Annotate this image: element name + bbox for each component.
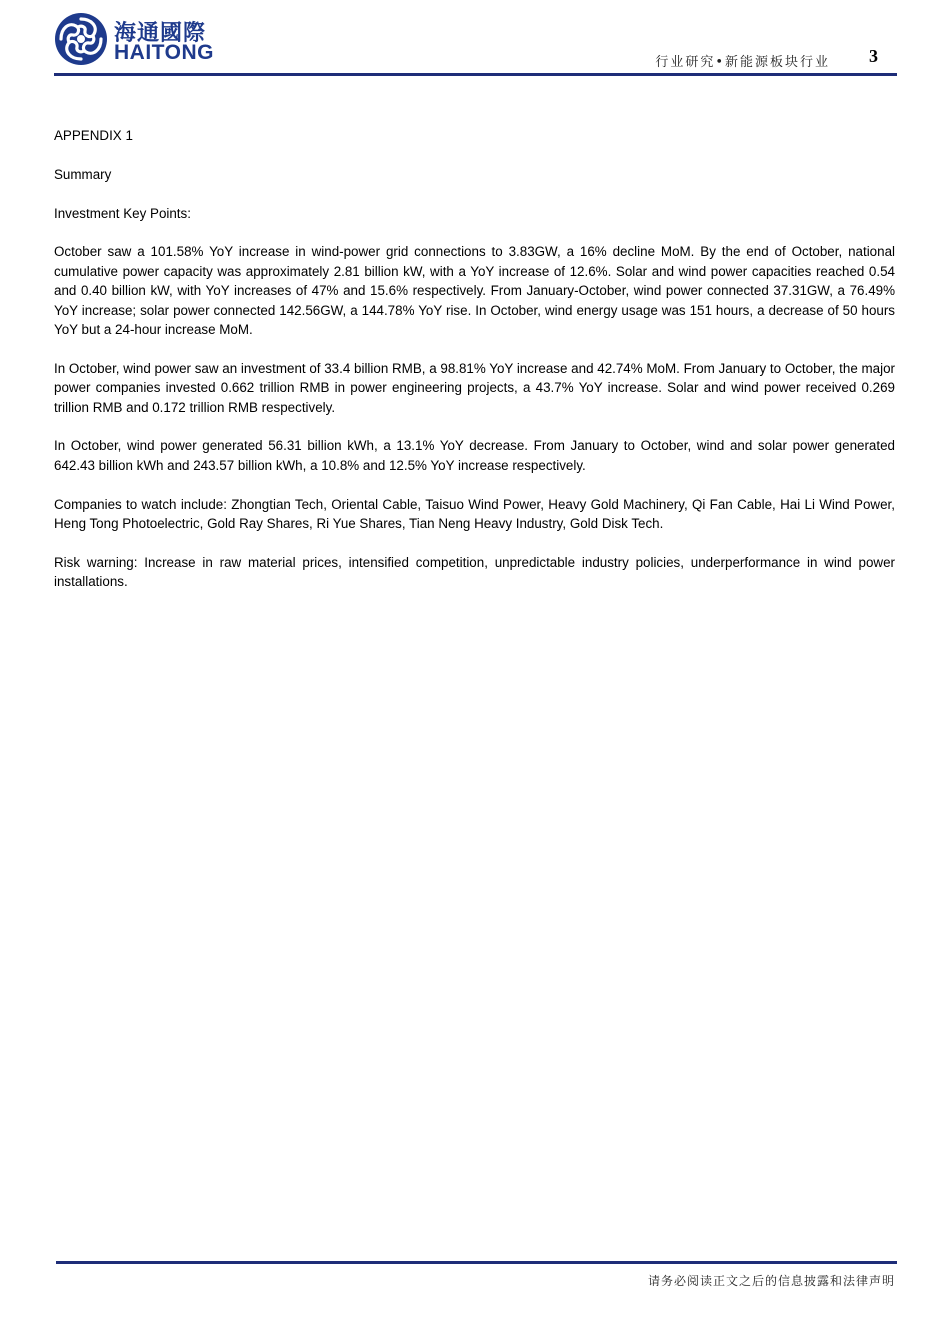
- report-section-title: 行业研究•新能源板块行业: [655, 55, 830, 70]
- legal-disclaimer: 请务必阅读正文之后的信息披露和法律声明: [647, 1274, 895, 1288]
- footer-divider: [56, 1261, 897, 1264]
- haitong-logo: [54, 12, 224, 70]
- paragraph-companies-to-watch: Companies to watch include: Zhongtian Tech, Oriental Cable, Taisuo Wind Power, Heavy Gold Machinery, Qi Fan Cable, Hai Li Wind Power, Heng Tong Photoelectric, Gold Ray Shares, Ri Yue Shares, Tian Neng Heavy Industry, Gold Disk Tech.: [54, 496, 895, 532]
- haitong-emblem-icon: [54, 12, 108, 66]
- paragraph-risk-warning: Risk warning: Increase in raw material prices, intensified competition, unpredictable industry policies, underperformance in wind power installations.: [54, 554, 895, 590]
- logo-chinese-name: 海通國際: [114, 21, 207, 46]
- key-points-label: Investment Key Points:: [54, 205, 191, 221]
- logo-english-name: HAITONG: [114, 41, 214, 64]
- paragraph-investment: In October, wind power saw an investment of 33.4 billion RMB, a 98.81% YoY increase and 42.74% MoM. From January to October, the major power companies invested 0.662 trillion RMB in power engineering projects, a 43.7% YoY increase. Solar and wind power received 0.269 trillion RMB and 0.172 trillion RMB respectively.: [54, 360, 895, 415]
- summary-heading: Summary: [54, 166, 112, 182]
- paragraph-generation: In October, wind power generated 56.31 billion kWh, a 13.1% YoY decrease. From January to October, wind and solar power generated 642.43 billion kWh and 243.57 billion kWh, a 10.8% and 12.5% YoY increase respectively.: [54, 438, 895, 473]
- report-body: [54, 126, 895, 611]
- header-divider: [54, 73, 897, 76]
- page-number: 3: [869, 46, 878, 66]
- paragraph-grid-connections: October saw a 101.58% YoY increase in wind-power grid connections to 3.83GW, a 16% decline MoM. By the end of October, national cumulative power capacity was approximately 2.81 billion kW, with a YoY increase of 12.6%. Solar and wind power capacities reached 0.54 and 0.40 billion kW, with YoY increases of 47% and 15.6% respectively. From January-October, wind power connected 37.31GW, a 76.49% YoY increase; solar power connected 142.56GW, a 144.78% YoY rise. In October, wind energy usage was 151 hours, a decrease of 50 hours YoY but a 24-hour increase MoM.: [54, 244, 895, 338]
- appendix-heading: APPENDIX 1: [54, 128, 133, 143]
